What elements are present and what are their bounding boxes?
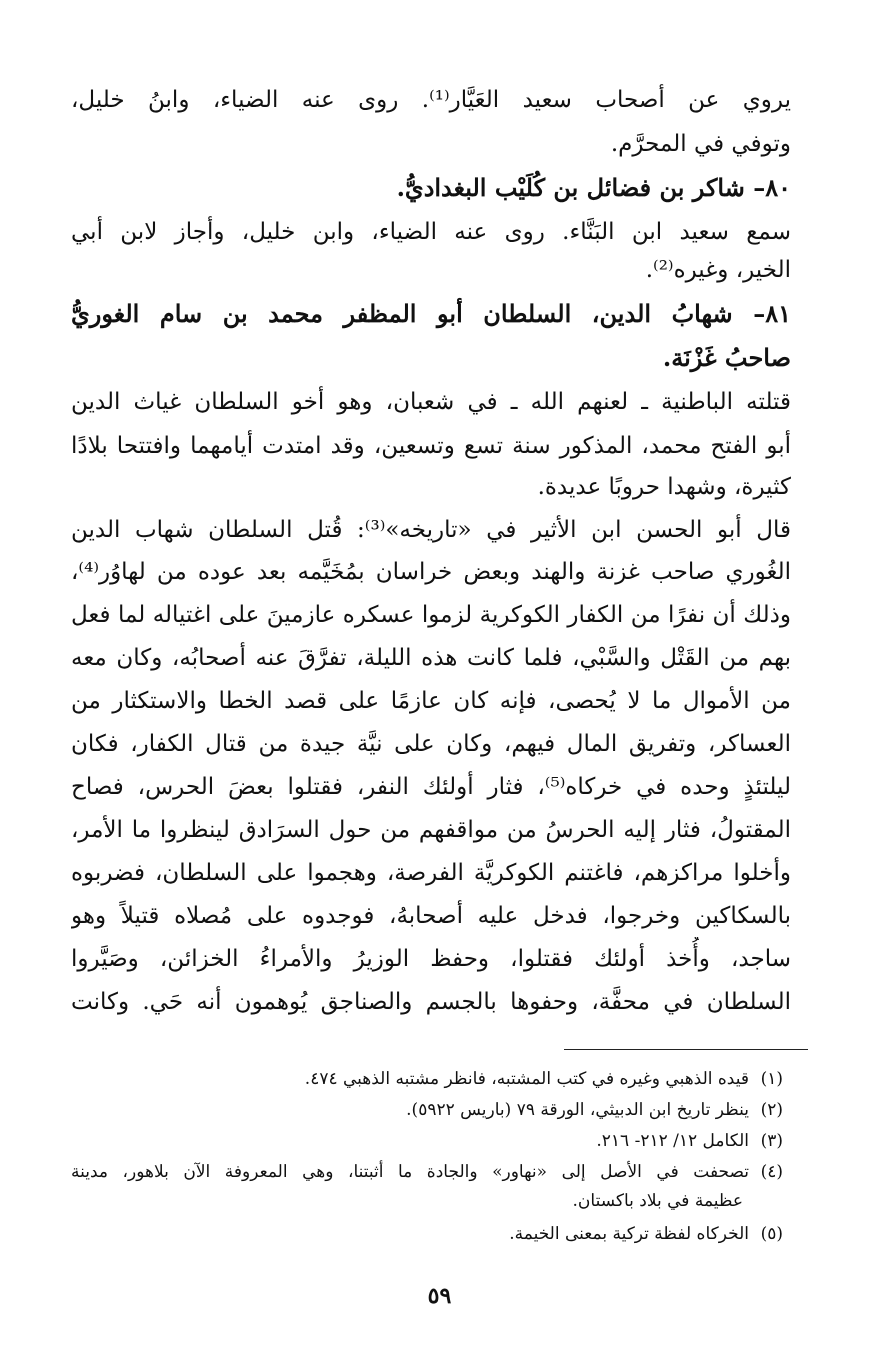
body-line: بالسكاكين وخرجوا، فدخل عليه أصحابهُ، فوجدوه على مُصلاه قتيلاً وهو: [71, 903, 791, 929]
footnote-2: [71, 1095, 783, 1125]
footnote-text: ينظر تاريخ ابن الدبيثي، الورقة ٧٩ (باريس ٥٩٢٢).: [406, 1100, 749, 1120]
body-line: قال أبو الحسن ابن الأثير في «تاريخه»⁽³⁾: قُتل السلطان شهاب الدين: [71, 517, 791, 543]
page-number: ٥٩: [427, 1283, 452, 1309]
body-line: أبو الفتح محمد، المذكور سنة تسع وتسعين، وقد امتدت أيامهما وافتتحا بلادًا: [71, 433, 791, 459]
footnote-number: (٤): [760, 1162, 783, 1182]
body-line: يروي عن أصحاب سعيد العَيَّار⁽¹⁾. روى عنه الضياء، وابنُ خليل،: [71, 87, 791, 113]
footnote-1: [71, 1064, 783, 1094]
body-line: وتوفي في المحرَّم.: [610, 131, 791, 157]
body-line: الخير، وغيره⁽²⁾.: [645, 257, 791, 283]
entry-heading-81: ٨١– شهابُ الدين، السلطان أبو المظفر محمد بن سام الغوريُّ: [71, 299, 791, 328]
body-line: قتلته الباطنية ـ لعنهم الله ـ في شعبان، وهو أخو السلطان غياث الدين: [71, 389, 791, 415]
footnote-3: [71, 1126, 783, 1156]
footnote-number: (٣): [760, 1131, 783, 1151]
body-line: سمع سعيد ابن البَنَّاء. روى عنه الضياء، وابن خليل، وأجاز لابن أبي: [71, 219, 791, 245]
entry-heading-81-continuation: صاحبُ غَزْنَة.: [662, 343, 791, 372]
body-line: الغُوري صاحب غزنة والهند وبعض خراسان بمُخَيَّمه بعد عوده من لهاوُر⁽⁴⁾،: [71, 559, 791, 585]
body-line: كثيرة، وشهدا حروبًا عديدة.: [537, 474, 791, 500]
body-line: العساكر، وتفريق المال فيهم، وكان على نيَّة جيدة من قتال الكفار، فكان: [71, 731, 791, 757]
footnote-text: تصحفت في الأصل إلى «نهاور» والجادة ما أثبتنا، وهي المعروفة الآن بلاهور، مدينة: [71, 1162, 749, 1182]
footnote-number: (٢): [760, 1100, 783, 1120]
body-line: وذلك أن نفرًا من الكفار الكوكرية لزموا عسكره عازمينَ على اغتياله لما فعل: [71, 602, 791, 628]
entry-heading-80: ٨٠– شاكر بن فضائل بن كُلَيْب البغداديُّ.: [396, 173, 791, 202]
footnote-number: (١): [760, 1069, 783, 1089]
body-line: المقتولُ، فثار إليه الحرسُ من مواقفهم من حول السرَادق لينظروا ما الأمر،: [71, 817, 791, 843]
footnote-4: [71, 1157, 783, 1187]
body-line: وأخلوا مراكزهم، فاغتنم الكوكريَّة الفرصة، وهجموا على السلطان، فضربوه: [71, 860, 791, 886]
footnote-4-continuation: عظيمة في بلاد باكستان.: [572, 1191, 743, 1211]
footnote-text: الخركاه لفظة تركية بمعنى الخيمة.: [509, 1224, 749, 1244]
body-line: بهم من القَتْل والسَّبْي، فلما كانت هذه الليلة، تفرَّقَ عنه أصحابُه، وكان معه: [71, 645, 791, 671]
footnote-5: [71, 1219, 783, 1249]
body-line: ساجد، وأُخذ أولئك فقتلوا، وحفظ الوزيرُ والأمراءُ الخزائن، وصَيَّروا: [71, 946, 791, 972]
body-line: السلطان في محفَّة، وحفوها بالجسم والصناجق يُوهمون أنه حَي. وكانت: [71, 989, 791, 1015]
footnote-number: (٥): [760, 1224, 783, 1244]
footnote-text: الكامل ١٢/ ٢١٢- ٢١٦.: [596, 1131, 749, 1151]
footnote-text: قيده الذهبي وغيره في كتب المشتبه، فانظر مشتبه الذهبي ٤٧٤.: [304, 1069, 749, 1089]
footnote-separator: [564, 1049, 808, 1050]
body-line: من الأموال ما لا يُحصى، فإنه كان عازمًا على قصد الخطا والاستكثار من: [71, 688, 791, 714]
body-line: ليلتئذٍ وحده في خركاه⁽⁵⁾، فثار أولئك النفر، فقتلوا بعضَ الحرس، فصاح: [71, 774, 791, 800]
